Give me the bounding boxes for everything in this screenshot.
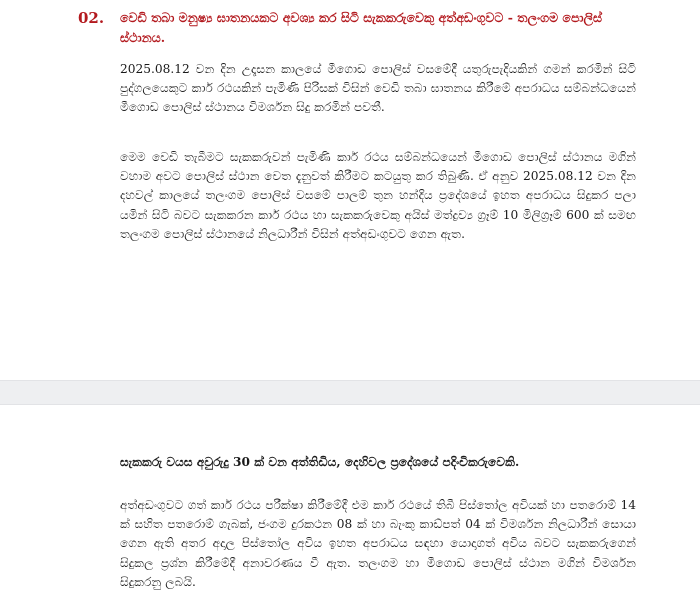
- investigation-paragraph: අත්අඩංගුවට ගත් කාර් රථය පරීක්ෂා කිරීමේදී එම කාර් රථයේ තිබී පිස්තෝල අවියක් හා පතරොම් 14 ක් සහිත පතරොම් ගැබක්, ජංගම දුරකථන 08 ක් හා බැංකු කාඩ්පත් 04 ක් විමර්ශන නිලධාරීන් සොයා ගෙන ඇති අතර අදාල පිස්තෝල අවිය ඉහත අපරාධය සඳහා යොදාගත් අවිය බවට සැකකරුගෙන් සිදුකල ප්‍රශ්න කිරීමේදී අනාවරණය වී ඇත. තලංගම හා මීගොඩ පොලිස් ස්ථාන මගින් විමර්ශන සිදුකරනු ලබයි.: [120, 498, 636, 589]
- suspect-details-heading: සැකකරු වයස අවුරුදු 30 ක් වන අත්තිඩිය, දෙහිවල ප්‍රදේශයේ පදිංචිකරුවෙකි.: [120, 455, 520, 469]
- item-header: [78, 8, 638, 48]
- arrest-paragraph: මෙම වෙඩි තැබීමට සැකකරුවන් පැමිණි කාර් රථය සම්බන්ධයෙන් මීගොඩ පොලිස් ස්ථානය මගින් වහාම අවට පොලිස් ස්ථාන වෙත දැනුවත් කිරීමට කටයුතු කර තිබුණි. ඒ අනුව 2025.08.12 වන දින දහවල් කාලයේ තලංගම පොලිස් වසමේ පාලම් තුන හන්දිය ප්‍රදේශයේ ඉහත අපරාධය සිදුකර පලා යමින් සිටි බවට සැකකරන කාර් රථය හා සැකකරුවෙකු අයිස් මත්ද්‍රව්‍ය ග්‍රෑම් 10 මිලිග්‍රෑම් 600 ක් සමඟ තලංගම පොලිස් ස්ථානයේ නිලධාරීන් විසින් අත්අඩංගුවට ගෙන ඇත.: [120, 150, 636, 241]
- document-page-bottom: [0, 405, 700, 615]
- page-separator: [0, 380, 700, 405]
- item-number: 02.: [78, 9, 105, 27]
- incident-paragraph: 2025.08.12 වන දින උදෑසන කාලයේ මීගොඩ පොලිස් වසමේදී යතුරුපැදියකින් ගමන් කරමින් සිටි පුද්ගලයෙකුට කාර් රථයකින් පැමිණි පිරිසක් විසින් වෙඩි තබා ඝාතනය කිරීමේ අපරාධය සම්බන්ධයෙන් මීගොඩ පොලිස් ස්ථානය විමර්ශන සිදු කරමින් පවතී.: [120, 62, 636, 115]
- item-heading: වෙඩි තබා මනුෂ්‍ය ඝාතනයකට අවශ්‍ය කර සිටි සැකකරුවෙකු අත්අඩංගුවට - තලංගම පොලිස් ස්ථානය.: [120, 10, 603, 45]
